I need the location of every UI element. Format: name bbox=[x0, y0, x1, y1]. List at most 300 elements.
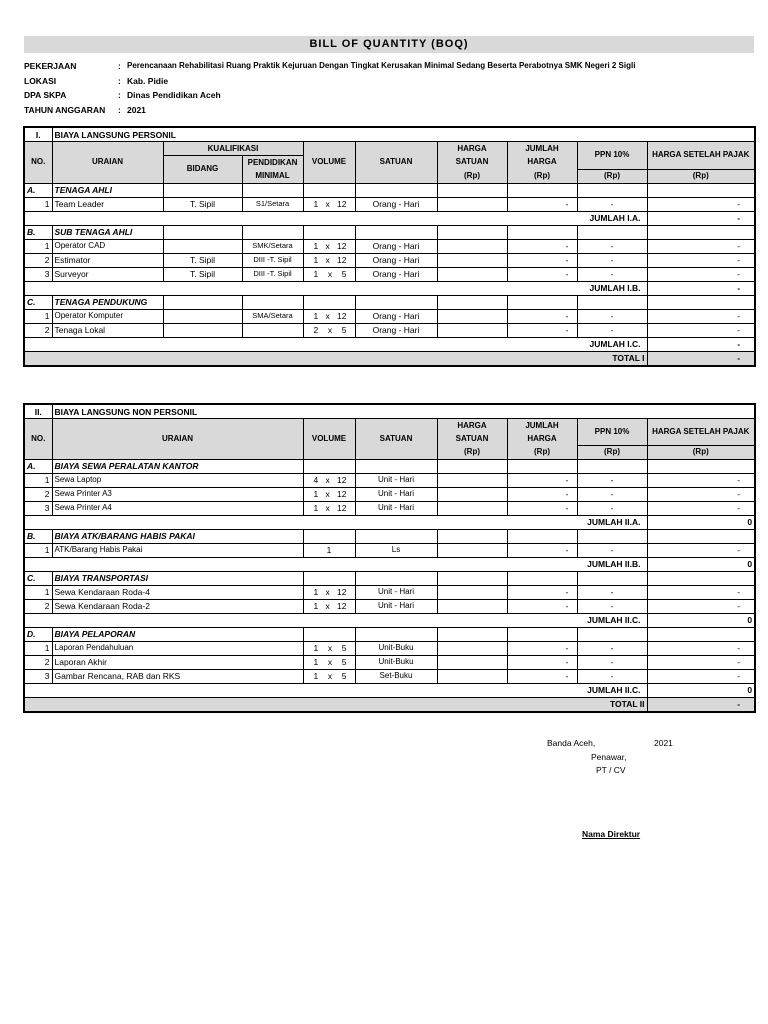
meta-value: Perencanaan Rehabilitasi Ruang Praktik Kejuruan Dengan Tingkat Kerusakan Minimal Sedang Beserta Perabotnya SMK Negeri 2 Sigli bbox=[127, 61, 636, 70]
empty-cell bbox=[355, 225, 437, 239]
volume-qty: 1 bbox=[313, 255, 319, 265]
item-jumlah-harga: - bbox=[507, 599, 577, 613]
item-ppn: - bbox=[577, 655, 647, 669]
volume-times: x bbox=[327, 657, 333, 667]
volume-qty: 1 bbox=[313, 311, 319, 321]
volume-duration: 12 bbox=[337, 241, 347, 251]
item-no: 1 bbox=[24, 585, 52, 599]
volume-times: x bbox=[325, 475, 330, 485]
meta-row bbox=[24, 59, 764, 74]
item-bidang bbox=[163, 239, 242, 253]
subtotal-value: 0 bbox=[647, 515, 755, 529]
item-volume bbox=[303, 655, 355, 669]
item-harga-setelah-pajak: - bbox=[647, 487, 755, 501]
item-satuan: Unit - Hari bbox=[355, 599, 437, 613]
volume-value bbox=[306, 642, 353, 654]
item-harga-setelah-pajak: - bbox=[647, 473, 755, 487]
document-title: BILL OF QUANTITY (BOQ) bbox=[24, 36, 754, 53]
subtotal-row bbox=[24, 557, 755, 571]
empty-cell bbox=[577, 529, 647, 543]
item-uraian: Surveyor bbox=[52, 267, 163, 281]
item-satuan: Unit - Hari bbox=[355, 501, 437, 515]
volume-times: x bbox=[325, 503, 330, 513]
meta-colon: : bbox=[118, 75, 121, 86]
item-harga-satuan bbox=[437, 253, 507, 267]
section-title: BIAYA LANGSUNG PERSONIL bbox=[52, 127, 755, 142]
header-harga-satuan: SATUAN bbox=[437, 432, 507, 445]
table-row bbox=[24, 309, 755, 323]
empty-cell bbox=[507, 183, 577, 197]
group-code: A. bbox=[24, 183, 52, 197]
volume-duration: 12 bbox=[337, 587, 347, 597]
item-no: 1 bbox=[24, 197, 52, 211]
header-ppn: PPN 10% bbox=[577, 142, 647, 170]
item-jumlah-harga: - bbox=[507, 239, 577, 253]
empty-cell bbox=[303, 459, 355, 473]
header-harga: HARGA bbox=[437, 419, 507, 433]
table-row bbox=[24, 641, 755, 655]
item-jumlah-harga: - bbox=[507, 669, 577, 683]
volume-duration: 5 bbox=[341, 325, 347, 335]
item-harga-setelah-pajak: - bbox=[647, 267, 755, 281]
item-harga-satuan bbox=[437, 655, 507, 669]
header-harga-satuan: SATUAN bbox=[437, 156, 507, 170]
empty-cell bbox=[355, 571, 437, 585]
total-row bbox=[24, 351, 755, 366]
empty-cell bbox=[437, 627, 507, 641]
item-harga-satuan bbox=[437, 267, 507, 281]
item-harga-satuan bbox=[437, 487, 507, 501]
empty-cell bbox=[577, 571, 647, 585]
header-currency: (Rp) bbox=[647, 169, 755, 183]
volume-duration: 5 bbox=[341, 269, 347, 279]
item-no: 2 bbox=[24, 487, 52, 501]
volume-value bbox=[306, 268, 353, 280]
volume-value bbox=[306, 240, 353, 252]
item-volume bbox=[303, 309, 355, 323]
header-satuan: SATUAN bbox=[355, 142, 437, 184]
item-ppn: - bbox=[577, 599, 647, 613]
non-personnel-cost-table bbox=[23, 403, 756, 713]
empty-cell bbox=[437, 295, 507, 309]
item-harga-setelah-pajak: - bbox=[647, 599, 755, 613]
item-uraian: Laporan Pendahuluan bbox=[52, 641, 303, 655]
item-jumlah-harga: - bbox=[507, 473, 577, 487]
header-minimal: MINIMAL bbox=[242, 169, 303, 183]
empty-cell bbox=[647, 459, 755, 473]
item-pendidikan bbox=[242, 323, 303, 337]
empty-cell bbox=[647, 295, 755, 309]
meta-colon: : bbox=[118, 90, 121, 100]
item-harga-satuan bbox=[437, 323, 507, 337]
item-satuan: Unit-Buku bbox=[355, 641, 437, 655]
item-no: 3 bbox=[24, 267, 52, 281]
item-satuan: Unit - Hari bbox=[355, 585, 437, 599]
item-no: 1 bbox=[24, 239, 52, 253]
meta-key: PEKERJAAN bbox=[24, 61, 77, 71]
item-jumlah-harga: - bbox=[507, 487, 577, 501]
total-label: TOTAL II bbox=[24, 697, 647, 712]
volume-duration: 12 bbox=[337, 255, 347, 265]
subtotal-value: 0 bbox=[647, 557, 755, 571]
group-row bbox=[24, 183, 755, 197]
meta-key: DPA SKPA bbox=[24, 90, 67, 100]
empty-cell bbox=[507, 627, 577, 641]
volume-times: x bbox=[325, 489, 330, 499]
volume-value bbox=[306, 670, 353, 682]
volume-value bbox=[306, 254, 353, 266]
subtotal-label: JUMLAH I.A. bbox=[24, 211, 647, 225]
volume-duration: 12 bbox=[337, 199, 347, 209]
item-satuan: Orang - Hari bbox=[355, 197, 437, 211]
volume-value bbox=[306, 324, 353, 336]
table-row bbox=[24, 599, 755, 613]
item-bidang: T. Sipil bbox=[163, 253, 242, 267]
group-code: C. bbox=[24, 295, 52, 309]
item-harga-satuan bbox=[437, 473, 507, 487]
group-code: C. bbox=[24, 571, 52, 585]
item-jumlah-harga: - bbox=[507, 253, 577, 267]
item-uraian: Estimator bbox=[52, 253, 163, 267]
signature-year: 2021 bbox=[654, 738, 673, 748]
item-volume bbox=[303, 585, 355, 599]
subtotal-label: JUMLAH II.C. bbox=[24, 683, 647, 697]
section-title: BIAYA LANGSUNG NON PERSONIL bbox=[52, 404, 755, 419]
subtotal-row bbox=[24, 683, 755, 697]
empty-cell bbox=[647, 529, 755, 543]
item-satuan: Orang - Hari bbox=[355, 267, 437, 281]
group-code: D. bbox=[24, 627, 52, 641]
header-setelah-pajak: HARGA SETELAH PAJAK bbox=[647, 142, 755, 170]
header-currency: (Rp) bbox=[437, 169, 507, 183]
meta-key: TAHUN ANGGARAN bbox=[24, 104, 106, 115]
volume-value bbox=[306, 474, 353, 486]
section-number: II. bbox=[24, 404, 52, 419]
volume-qty: 1 bbox=[313, 489, 319, 499]
group-row bbox=[24, 627, 755, 641]
header-row-1 bbox=[24, 142, 755, 156]
table-row bbox=[24, 501, 755, 515]
volume-duration: 12 bbox=[337, 601, 347, 611]
item-uraian: Team Leader bbox=[52, 197, 163, 211]
empty-cell bbox=[647, 225, 755, 239]
empty-cell bbox=[507, 459, 577, 473]
item-harga-setelah-pajak: - bbox=[647, 641, 755, 655]
header-volume: VOLUME bbox=[303, 142, 355, 184]
item-harga-satuan bbox=[437, 543, 507, 557]
empty-cell bbox=[303, 627, 355, 641]
item-bidang: T. Sipil bbox=[163, 267, 242, 281]
item-harga-setelah-pajak: - bbox=[647, 323, 755, 337]
header-ppn: PPN 10% bbox=[577, 419, 647, 446]
header-currency: (Rp) bbox=[577, 169, 647, 183]
item-volume bbox=[303, 473, 355, 487]
item-ppn: - bbox=[577, 641, 647, 655]
volume-times: x bbox=[325, 587, 330, 597]
empty-cell bbox=[577, 459, 647, 473]
volume-duration: 12 bbox=[337, 503, 347, 513]
table-row bbox=[24, 253, 755, 267]
empty-cell bbox=[577, 183, 647, 197]
item-ppn: - bbox=[577, 253, 647, 267]
table-row bbox=[24, 655, 755, 669]
table-row bbox=[24, 197, 755, 211]
subtotal-label: JUMLAH I.C. bbox=[24, 337, 647, 351]
item-harga-setelah-pajak: - bbox=[647, 197, 755, 211]
item-satuan: Unit - Hari bbox=[355, 473, 437, 487]
empty-cell bbox=[437, 459, 507, 473]
subtotal-row bbox=[24, 613, 755, 627]
volume-qty: 1 bbox=[313, 199, 319, 209]
item-harga-setelah-pajak: - bbox=[647, 669, 755, 683]
item-bidang: T. Sipil bbox=[163, 197, 242, 211]
group-name: TENAGA PENDUKUNG bbox=[52, 295, 163, 309]
item-no: 2 bbox=[24, 253, 52, 267]
table-row bbox=[24, 323, 755, 337]
empty-cell bbox=[647, 183, 755, 197]
subtotal-row bbox=[24, 211, 755, 225]
group-code: B. bbox=[24, 225, 52, 239]
item-harga-satuan bbox=[437, 669, 507, 683]
empty-cell bbox=[437, 183, 507, 197]
item-uraian: ATK/Barang Habis Pakai bbox=[52, 543, 303, 557]
header-currency: (Rp) bbox=[507, 169, 577, 183]
empty-cell bbox=[242, 225, 303, 239]
item-harga-setelah-pajak: - bbox=[647, 253, 755, 267]
item-uraian: Tenaga Lokal bbox=[52, 323, 163, 337]
empty-cell bbox=[437, 571, 507, 585]
item-satuan: Orang - Hari bbox=[355, 253, 437, 267]
item-harga-satuan bbox=[437, 239, 507, 253]
volume-qty: 2 bbox=[313, 325, 319, 335]
empty-cell bbox=[647, 627, 755, 641]
item-volume bbox=[303, 323, 355, 337]
item-volume bbox=[303, 253, 355, 267]
group-code: A. bbox=[24, 459, 52, 473]
item-jumlah-harga: - bbox=[507, 641, 577, 655]
item-no: 2 bbox=[24, 655, 52, 669]
item-volume bbox=[303, 267, 355, 281]
header-uraian: URAIAN bbox=[52, 419, 303, 460]
empty-cell bbox=[577, 225, 647, 239]
empty-cell bbox=[242, 183, 303, 197]
item-no: 1 bbox=[24, 309, 52, 323]
table-row bbox=[24, 267, 755, 281]
item-volume: 1 bbox=[303, 543, 355, 557]
item-satuan: Unit-Buku bbox=[355, 655, 437, 669]
item-uraian: Operator Komputer bbox=[52, 309, 163, 323]
empty-cell bbox=[242, 295, 303, 309]
item-volume bbox=[303, 239, 355, 253]
item-uraian: Gambar Rencana, RAB dan RKS bbox=[52, 669, 303, 683]
item-volume bbox=[303, 501, 355, 515]
empty-cell bbox=[355, 295, 437, 309]
item-ppn: - bbox=[577, 585, 647, 599]
meta-colon: : bbox=[118, 61, 121, 71]
volume-qty: 4 bbox=[313, 475, 319, 485]
group-name: BIAYA PELAPORAN bbox=[52, 627, 303, 641]
header-jumlah-harga: HARGA bbox=[507, 432, 577, 445]
volume-duration: 5 bbox=[341, 671, 347, 681]
item-no: 1 bbox=[24, 641, 52, 655]
header-pendidikan: PENDIDIKAN bbox=[242, 156, 303, 170]
group-row bbox=[24, 295, 755, 309]
subtotal-value: - bbox=[647, 281, 755, 295]
header-no: NO. bbox=[24, 419, 52, 460]
volume-qty: 1 bbox=[313, 657, 319, 667]
meta-value: Kab. Pidie bbox=[127, 75, 169, 86]
empty-cell bbox=[355, 459, 437, 473]
item-satuan: Unit - Hari bbox=[355, 487, 437, 501]
empty-cell bbox=[577, 627, 647, 641]
header-jumlah: JUMLAH bbox=[507, 142, 577, 156]
item-no: 2 bbox=[24, 599, 52, 613]
meta-value: Dinas Pendidikan Aceh bbox=[127, 90, 221, 100]
volume-qty: 1 bbox=[313, 241, 319, 251]
item-volume bbox=[303, 641, 355, 655]
empty-cell bbox=[303, 295, 355, 309]
subtotal-value: 0 bbox=[647, 683, 755, 697]
header-jumlah: JUMLAH bbox=[507, 419, 577, 433]
item-uraian: Sewa Kendaraan Roda-4 bbox=[52, 585, 303, 599]
item-harga-satuan bbox=[437, 599, 507, 613]
item-ppn: - bbox=[577, 669, 647, 683]
subtotal-value: - bbox=[647, 337, 755, 351]
item-satuan: Orang - Hari bbox=[355, 309, 437, 323]
subtotal-label: JUMLAH II.C. bbox=[24, 613, 647, 627]
subtotal-row bbox=[24, 515, 755, 529]
total-row bbox=[24, 697, 755, 712]
item-uraian: Sewa Kendaraan Roda-2 bbox=[52, 599, 303, 613]
subtotal-label: JUMLAH I.B. bbox=[24, 281, 647, 295]
meta-row bbox=[24, 74, 764, 89]
header-bidang: BIDANG bbox=[163, 156, 242, 184]
volume-times: x bbox=[325, 199, 330, 209]
item-harga-setelah-pajak: - bbox=[647, 309, 755, 323]
subtotal-value: 0 bbox=[647, 613, 755, 627]
empty-cell bbox=[303, 225, 355, 239]
item-volume bbox=[303, 599, 355, 613]
item-harga-setelah-pajak: - bbox=[647, 585, 755, 599]
header-volume: VOLUME bbox=[303, 419, 355, 460]
item-harga-satuan bbox=[437, 585, 507, 599]
volume-duration: 12 bbox=[337, 475, 347, 485]
item-harga-setelah-pajak: - bbox=[647, 239, 755, 253]
item-no: 1 bbox=[24, 543, 52, 557]
volume-value bbox=[306, 600, 353, 612]
item-jumlah-harga: - bbox=[507, 323, 577, 337]
subtotal-row bbox=[24, 281, 755, 295]
item-harga-satuan bbox=[437, 641, 507, 655]
table-row bbox=[24, 669, 755, 683]
item-volume bbox=[303, 487, 355, 501]
item-no: 3 bbox=[24, 669, 52, 683]
item-ppn: - bbox=[577, 323, 647, 337]
item-volume bbox=[303, 669, 355, 683]
item-jumlah-harga: - bbox=[507, 585, 577, 599]
empty-cell bbox=[163, 295, 242, 309]
item-bidang bbox=[163, 309, 242, 323]
table-row bbox=[24, 543, 755, 557]
header-harga: HARGA bbox=[437, 142, 507, 156]
item-harga-setelah-pajak: - bbox=[647, 655, 755, 669]
group-name: SUB TENAGA AHLI bbox=[52, 225, 163, 239]
header-currency: (Rp) bbox=[577, 445, 647, 459]
subtotal-label: JUMLAH II.B. bbox=[24, 557, 647, 571]
header-uraian: URAIAN bbox=[52, 142, 163, 184]
volume-qty: 1 bbox=[313, 601, 319, 611]
personnel-cost-table bbox=[23, 126, 756, 367]
empty-cell bbox=[355, 183, 437, 197]
empty-cell bbox=[507, 529, 577, 543]
item-ppn: - bbox=[577, 197, 647, 211]
item-satuan: Orang - Hari bbox=[355, 239, 437, 253]
group-name: BIAYA SEWA PERALATAN KANTOR bbox=[52, 459, 303, 473]
empty-cell bbox=[577, 295, 647, 309]
meta-row bbox=[24, 103, 764, 118]
empty-cell bbox=[437, 529, 507, 543]
signature-company: PT / CV bbox=[596, 765, 626, 775]
item-harga-setelah-pajak: - bbox=[647, 501, 755, 515]
volume-duration: 5 bbox=[341, 643, 347, 653]
header-currency: (Rp) bbox=[647, 445, 755, 459]
total-value: - bbox=[647, 697, 755, 712]
section-number: I. bbox=[24, 127, 52, 142]
volume-times: x bbox=[325, 241, 330, 251]
volume-value bbox=[306, 198, 353, 210]
item-ppn: - bbox=[577, 267, 647, 281]
meta-colon: : bbox=[118, 104, 121, 115]
item-harga-satuan bbox=[437, 309, 507, 323]
empty-cell bbox=[507, 225, 577, 239]
total-label: TOTAL I bbox=[24, 351, 647, 366]
project-meta bbox=[24, 59, 764, 117]
volume-qty: 1 bbox=[313, 671, 319, 681]
volume-value bbox=[306, 488, 353, 500]
signature-place: Banda Aceh, bbox=[547, 738, 596, 748]
item-uraian: Laporan Akhir bbox=[52, 655, 303, 669]
item-ppn: - bbox=[577, 501, 647, 515]
group-row bbox=[24, 225, 755, 239]
item-jumlah-harga: - bbox=[507, 655, 577, 669]
item-ppn: - bbox=[577, 543, 647, 557]
item-no: 3 bbox=[24, 501, 52, 515]
volume-times: x bbox=[327, 643, 333, 653]
item-uraian: Operator CAD bbox=[52, 239, 163, 253]
group-row bbox=[24, 529, 755, 543]
item-ppn: - bbox=[577, 239, 647, 253]
director-name: Nama Direktur bbox=[582, 829, 641, 839]
item-satuan: Orang - Hari bbox=[355, 323, 437, 337]
item-uraian: Sewa Printer A3 bbox=[52, 487, 303, 501]
item-pendidikan: S1/Setara bbox=[242, 197, 303, 211]
item-pendidikan: SMK/Setara bbox=[242, 239, 303, 253]
item-uraian: Sewa Printer A4 bbox=[52, 501, 303, 515]
header-satuan: SATUAN bbox=[355, 419, 437, 460]
volume-qty: 1 bbox=[313, 587, 319, 597]
item-ppn: - bbox=[577, 473, 647, 487]
item-pendidikan: SMA/Setara bbox=[242, 309, 303, 323]
empty-cell bbox=[647, 571, 755, 585]
item-jumlah-harga: - bbox=[507, 309, 577, 323]
item-satuan: Ls bbox=[355, 543, 437, 557]
header-currency: (Rp) bbox=[437, 445, 507, 459]
header-kualifikasi: KUALIFIKASI bbox=[163, 142, 303, 156]
empty-cell bbox=[163, 225, 242, 239]
empty-cell bbox=[507, 295, 577, 309]
empty-cell bbox=[303, 529, 355, 543]
volume-times: x bbox=[325, 601, 330, 611]
